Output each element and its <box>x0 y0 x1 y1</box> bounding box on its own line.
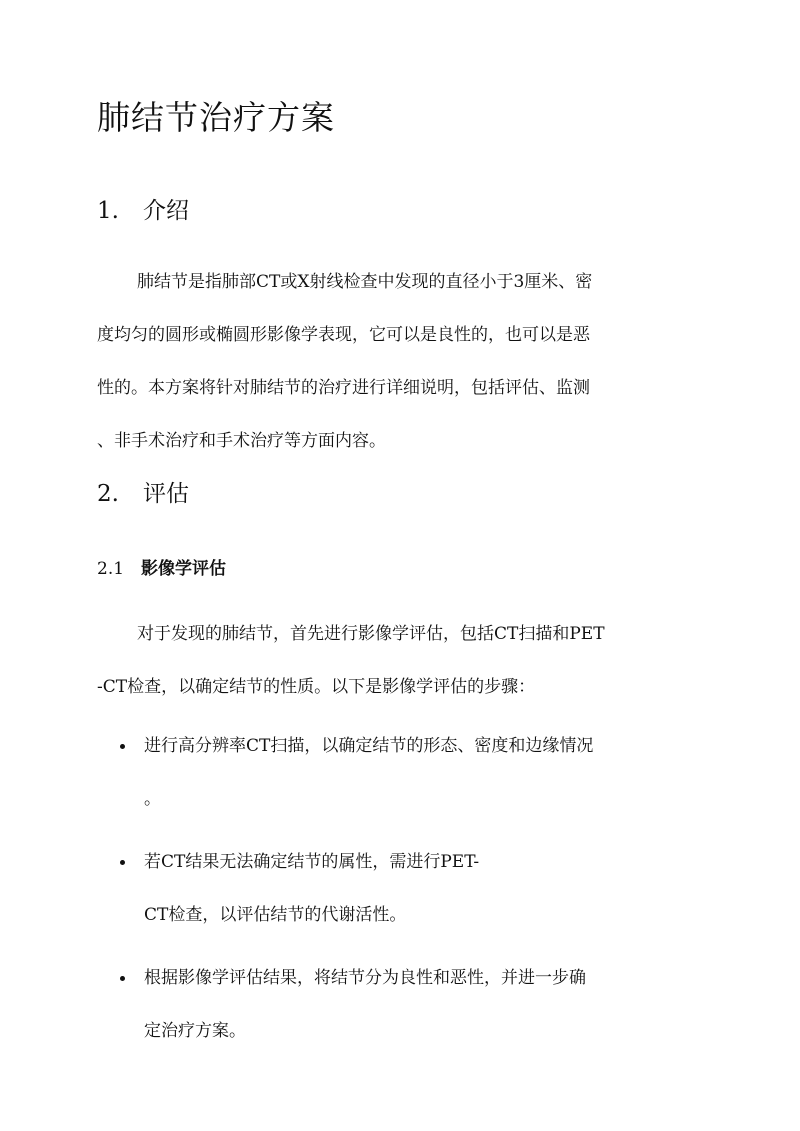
section-heading-assessment <box>97 478 189 510</box>
paragraph-line: -CT检查，以确定结节的性质。以下是影像学评估的步骤： <box>97 677 536 697</box>
paragraph-line: 度均匀的圆形或椭圆形影像学表现，它可以是良性的，也可以是恶 <box>97 325 590 345</box>
paragraph-line: 肺结节是指肺部CT或X射线检查中发现的直径小于3厘米、密 <box>137 272 593 292</box>
list-item-line: CT检查，以评估结节的代谢活性。 <box>144 905 407 925</box>
list-item <box>120 836 700 942</box>
bullet-dot-icon <box>120 976 125 981</box>
section-heading-introduction <box>97 195 189 227</box>
section-title: 介绍 <box>143 198 189 224</box>
section-title: 评估 <box>143 481 189 507</box>
list-item-line: 进行高分辨率CT扫描，以确定结节的形态、密度和边缘情况 <box>144 736 594 756</box>
imaging-assessment-steps-list <box>120 720 700 1068</box>
paragraph-line: 对于发现的肺结节，首先进行影像学评估，包括CT扫描和PET <box>137 624 605 644</box>
paragraph-line: 性的。本方案将针对肺结节的治疗进行详细说明，包括评估、监测 <box>97 378 590 398</box>
subsection-title: 影像学评估 <box>141 559 226 579</box>
imaging-assessment-paragraph <box>97 608 697 714</box>
list-item-line: 定治疗方案。 <box>144 1021 246 1041</box>
list-item-line: 。 <box>144 789 161 809</box>
subsection-heading-imaging-assessment <box>97 556 226 582</box>
document-title: 肺结节治疗方案 <box>97 98 335 137</box>
section-number: 1. <box>97 198 119 224</box>
bullet-dot-icon <box>120 744 125 749</box>
list-item-line: 若CT结果无法确定结节的属性，需进行PET- <box>144 852 480 872</box>
list-item <box>120 720 700 826</box>
introduction-paragraph <box>97 256 697 468</box>
bullet-dot-icon <box>120 860 125 865</box>
list-item-line: 根据影像学评估结果，将结节分为良性和恶性，并进一步确 <box>144 968 586 988</box>
subsection-number: 2.1 <box>97 559 125 579</box>
paragraph-line: 、非手术治疗和手术治疗等方面内容。 <box>97 431 386 451</box>
section-number: 2. <box>97 481 119 507</box>
list-item <box>120 952 700 1058</box>
